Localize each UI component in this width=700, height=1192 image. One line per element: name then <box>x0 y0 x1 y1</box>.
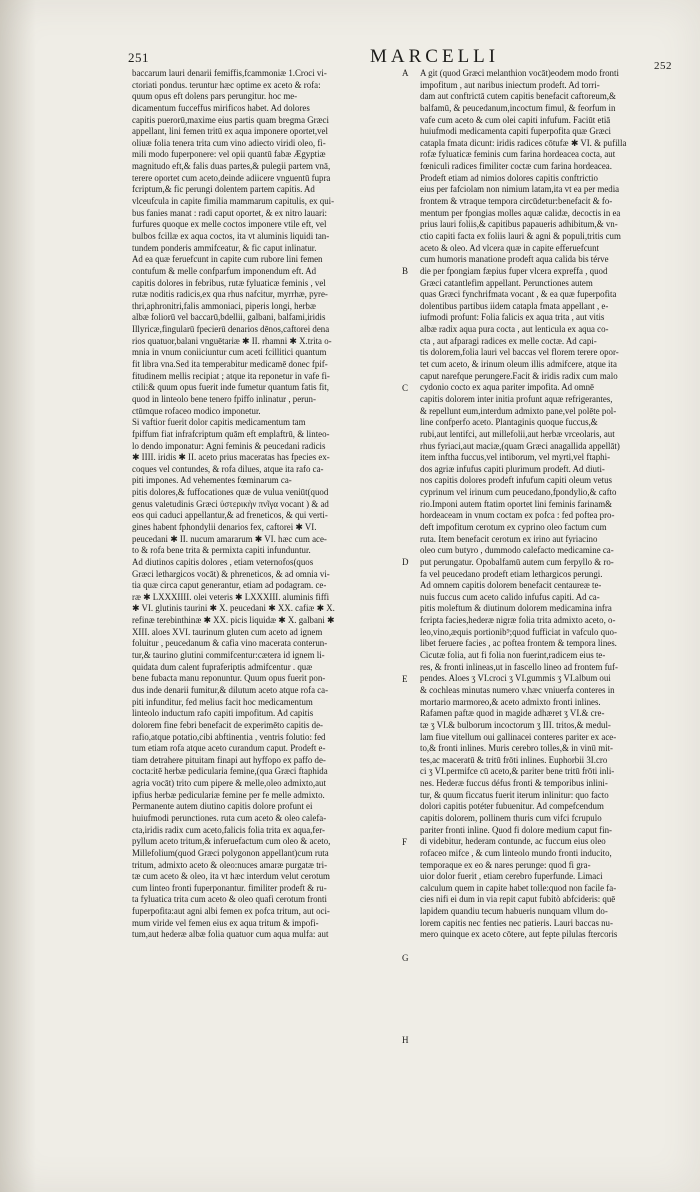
text-line: item inftha fuccus,vel intiborum, vel myrti,vel ftaphi- <box>420 452 611 463</box>
text-line: vlceufcula in capite fimilia mammarum capitulis, ex qui- <box>132 196 335 207</box>
text-line: tritum, admixto aceto & oleo:nuces amaræ purgatæ tri- <box>132 859 328 870</box>
text-line: dolorem fine febri benefacit de experimēto capitis de- <box>132 719 323 730</box>
text-line: ruta. Item benefacit cerotum ex irino aut fyriacino <box>420 533 598 544</box>
text-line: nos capitis dolores prodeft infufum capiti oleum vetus <box>420 475 613 486</box>
text-line: magnitudo eft,& falis duas partes,& pulegii partem vnā, <box>132 161 331 172</box>
text-line: cum linteo fronti fuperponantur. fimiliter prodeft & ru- <box>132 882 327 893</box>
text-line: quas Græci fynchrifmata vocant , & ea quæ fuperpofita <box>420 289 617 300</box>
text-line: tundem ponderis ammifceatur, & fic caput inlinatur. <box>132 242 317 253</box>
text-line: hordeaceam in vnum coctam ex pofca : fed poftea pro- <box>420 510 615 521</box>
margin-letter: A <box>402 68 409 78</box>
text-line: ctūmque rofaceo modico imponetur. <box>132 405 261 416</box>
text-line: linteolo inductum rafo capiti impofitum. Ad capitis <box>132 708 314 719</box>
text-line: mum viride vel femen eius ex aqua tritum & impofi- <box>132 917 319 928</box>
text-line: prius lauri foliis,& capitibus papaueris adhibitum,& vn- <box>420 219 618 230</box>
text-line: calculum quem in capite habet tolle:quod non facile fa- <box>420 882 617 893</box>
running-title: MARCELLI <box>370 46 500 67</box>
text-line: res, & fronti inlineas,ut in fascello lineo ad frontem fuf- <box>420 661 618 672</box>
text-line: peucedani ✱ II. nucum amararum ✱ VI. hæc cum ace- <box>132 533 327 544</box>
text-line: eius per fafciolam non nimium latam,ita vt ea per media <box>420 184 620 195</box>
margin-letter: H <box>402 1034 409 1045</box>
text-line: pitis dolores,& fuffocationes quæ de vulua veniūt(quod <box>132 487 329 498</box>
text-line: rofæ fyluaticæ feminis cum farina hordeacea cocta, aut <box>420 149 616 160</box>
text-line: bene fubacta manu reponuntur. Quum opus fuerit pon- <box>132 673 326 684</box>
text-column-left <box>132 68 402 941</box>
text-line: dolori capitis potéter fubuenitur. Ad compefcendum <box>420 801 604 812</box>
text-line: piti infunditur, fed melius facit hoc medicamentum <box>132 696 313 707</box>
text-line: fitudinem mellis recipiat ; atque ita reponetur in vafe fi- <box>132 370 330 381</box>
text-line: rubi,aut lentifci, aut millefolii,aut herbæ vrceolaris, aut <box>420 428 615 439</box>
text-line: baccarum lauri denarii femiffis,fcammoniæ 1.Croci vi- <box>132 68 327 78</box>
text-line: ta fyluatica trita cum aceto & oleo quafi cerotum fronti <box>132 894 327 905</box>
text-line: dolentibus partibus iidem catapla fmata appellant , e- <box>420 300 609 311</box>
text-line: tis dolorem,folia lauri vel baccas vel florem terere opor- <box>420 347 619 358</box>
text-line: rutæ noditis radicis,ex qua rhus nafcitur, myrrhæ, pyre- <box>132 289 328 300</box>
text-line: rhus fyriaci,aut maciæ,(quam Græci anagallida appellāt) <box>420 440 620 451</box>
text-line: & cochleas minutas numero v.hæc vniuerfa conteres in <box>420 684 615 695</box>
text-line: line confperfo aceto. Plantaginis quoque fuccus,& <box>420 417 598 428</box>
text-line: rofaceo mifce , & cum linteolo mundo fronti inducito, <box>420 847 612 858</box>
text-line: cyprinum vel irinum cum peucedano,fpondylio,& cafto <box>420 487 617 498</box>
text-line: cta,iridis radix cum aceto,falicis folia trita ex aqua,fer- <box>132 824 326 835</box>
text-line: ræ ✱ LXXXIIII. olei veteris ✱ LXXXIII. aluminis fiffi <box>132 591 330 602</box>
text-line: gines habent fphondylii denarios fex, caftorei ✱ VI. <box>132 521 317 532</box>
text-line: ctio capiti facta ex foliis lauri & agni & populi,tritis cum <box>420 230 621 241</box>
text-line: Ad ea quæ feruefcunt in capite cum rubore lini femen <box>132 254 323 265</box>
text-line: die per fpongiam fæpius fuper vlcera expreffa , quod <box>420 265 608 276</box>
text-line: tet cum aceto, & irinum oleum illis admifcere, atque ita <box>420 359 617 370</box>
text-line: iufmodi profunt: Folia falicis ex aqua trita , aut vitis <box>420 312 605 323</box>
text-line: huiufmodi medicamenta capiti fuperpofita quæ Græci <box>420 126 612 137</box>
text-line: quum opus eft dolens pars perungitur. hoc me- <box>132 91 298 102</box>
text-line: put perungatur. Opobalfamū autem cum ferpyllo & ro- <box>420 556 614 567</box>
text-line: di videbitur, hederam contunde, ac fuccum eius oleo <box>420 836 606 847</box>
text-line: mili modo fuperponere: vel opii quantū fabæ Ægyptiæ <box>132 149 326 160</box>
text-line: tiam detrahere pituitam finapi aut hyffopo ex paffo de- <box>132 754 326 765</box>
text-line: tur,& taurino glutini commifcentur:cætera id ignem li- <box>132 650 325 661</box>
text-line: genus valetudinis Græci ὑστερικὴν πνῖγα vocant ) & ad <box>132 498 329 509</box>
text-line: Permanente autem diutino capitis dolore profunt ei <box>132 801 313 812</box>
text-line: oliuæ folia tenera trita cum vino adiecto viridi oleo, fi- <box>132 137 326 148</box>
text-line: Ad diutinos capitis dolores , etiam veternofos(quos <box>132 556 314 567</box>
text-line: ci ʒ VI.permifce cū aceto,& pariter bene tritū frōti inli- <box>420 766 615 777</box>
text-line: deft impofitum cerotum ex cyprino oleo factum cum <box>420 521 607 532</box>
binding-shadow <box>0 0 36 1192</box>
text-line: pitis moleftum & diutinum dolorem medicamina infra <box>420 603 612 614</box>
text-line: terere oportet cum aceto,deinde adiicere vnguentū fupra <box>132 172 331 183</box>
text-line: mero quinque ex aceto cōtere, aut fepte pilulas ftercoris <box>420 929 618 940</box>
text-line: lam fiue vitellum oui gallinacei conteres pariter ex ace- <box>420 731 617 742</box>
text-line: nuis fuccus cum aceto calido infufus capiti. Ad ca- <box>420 591 600 602</box>
text-line: A git (quod Græci melanthion vocāt)eodem modo fronti <box>420 68 619 78</box>
text-line: frontem & vtraque tempora circūdetur:benefacit & fo- <box>420 196 613 207</box>
text-line: mentum per fpongias molles aquæ calidæ, decoctis in ea <box>420 207 621 218</box>
text-line: tum,aut hederæ albæ folia quatuor cum aqua mulfa: aut <box>132 929 329 940</box>
text-line: fpiffum fiat infrafcriptum quām eft emplaftrū, & linteo- <box>132 428 330 439</box>
text-line: capitis dolorem, pollinem thuris cum vifci fcrupulo <box>420 813 602 823</box>
text-line: balfamū, & peucedanum,incoctum fimul, & feorfum in <box>420 102 616 113</box>
text-line: cta , aut afparagi radices ex melle coctæ. Ad capi- <box>420 335 597 346</box>
text-line: albæ radix aqua pura cocta , aut lenticula ex aqua co- <box>420 324 609 335</box>
text-line: pyllum aceto tritum,& inferuefactum cum oleo & aceto, <box>132 836 331 847</box>
margin-letter: E <box>402 673 408 684</box>
text-line: rios quatuor,balani vnguētariæ ✱ II. rhamni ✱ X.trita o- <box>132 335 332 346</box>
text-line: albæ foliorū vel baccarū,bdellii, galbani, balfami,iridis <box>132 312 326 323</box>
margin-letter: D <box>402 557 409 568</box>
text-line: tia quæ circa caput generantur, etiam ad podagram. ce- <box>132 580 327 591</box>
page-number-right: 252 <box>654 60 672 72</box>
margin-letter: B <box>402 266 409 277</box>
text-line: XIII. aloes XVI. taurinum gluten cum aceto ad ignem <box>132 626 323 637</box>
text-line: fcripta facies,hederæ nigræ folia trita admixto aceto, o- <box>420 615 616 626</box>
text-line: ipfius herbæ pediculariæ femine per fe melle admixto. <box>132 789 325 800</box>
text-line: agria vocāt) trito cum pipere & melle,oleo admixto,aut <box>132 778 326 789</box>
text-line: dam aut conftrictā cutem capitis benefacit caftoreum,& <box>420 91 616 102</box>
text-line: mnia in vnum coniiciuntur cum aceti fcillitici quantum <box>132 347 327 358</box>
text-line: pendes. Aloes ʒ VI.croci ʒ VI.gummis ʒ VI.album oui <box>420 673 611 684</box>
text-line: lorem capitis nec fenties nec patieris. Lauri baccas nu- <box>420 917 613 928</box>
page-number-left: 251 <box>128 50 149 65</box>
text-line: to & rofa bene trita & permixta capiti infunduntur. <box>132 545 311 556</box>
text-line: tum etiam rofa atque aceto curandum caput. Prodeft e- <box>132 743 326 754</box>
text-line: rio.Imponi autem ftatim oportet lini feminis farinam& <box>420 498 612 509</box>
text-line: capitis dolores in febribus, rutæ fyluaticæ feminis , vel <box>132 277 326 288</box>
text-line: Græci lethargicos vocāt) & phreneticos, & ad omnia vi- <box>132 568 330 579</box>
text-line: bulbos fcillæ ex aqua coctos, ita vt aluminis liquidi tan- <box>132 230 330 241</box>
text-line: Græci catantlefim appellant. Perunctiones autem <box>420 277 593 288</box>
text-line: & repellunt eum,interdum admixto pane,vel polēte pol- <box>420 405 617 416</box>
text-line: Millefolium(quod Græci polygonon appellant)cum ruta <box>132 847 329 858</box>
text-line: capitis dolorem inter initia profunt aquæ refrigerantes, <box>420 393 613 404</box>
text-line: piti impones. Ad vehementes fœminarum ca- <box>132 475 292 486</box>
text-line: rafio,atque potatio,cibi abftinentia , ventris folutio: fed <box>132 731 326 742</box>
text-line: foluitur , peucedanum & cafia vino macerata conterun- <box>132 638 328 649</box>
text-line: libet feruere facies , ac poftea frontem & tempora lines. <box>420 638 617 649</box>
text-line: lapidem quandiu tecum habueris nunquam vllum do- <box>420 906 608 917</box>
text-line: cum humoris manatione prodeft aqua calida bis térve <box>420 254 609 265</box>
text-line: thri,aphronitri,falis ammoniaci, piperis longi, herbæ <box>132 300 316 311</box>
text-line: tes,ac maceratū & tritū frōti inlines. Euphorbii 3I.cro <box>420 754 608 765</box>
text-line: to,& fronti inlines. Muris cerebro tolles,& in vinū mit- <box>420 743 614 754</box>
text-line: dicamentum fucceffus mirificos habet. Ad dolores <box>132 102 310 113</box>
text-line: furfures quoque ex melle coctos imponere vtile eft, vel <box>132 219 327 230</box>
text-line: Illyricæ,fingularū fpecierū denarios dēnos,caftorei dena <box>132 324 330 335</box>
text-line: lo dendo imponatur: Agni feminis & peucedani radicis <box>132 440 326 451</box>
text-line: cocta:itē herbæ pedicularia femine,(qua Græci ftaphida <box>132 766 328 777</box>
text-line: bus fanies manat : radi caput oportet, & ex nitro lauari: <box>132 207 327 218</box>
text-line: Prodeft etiam ad nimios dolores capitis conftrictio <box>420 172 598 183</box>
text-line: aceto & oleo. Ad vlcera quæ in capite efferuefcunt <box>420 242 599 253</box>
text-column-right <box>420 68 688 941</box>
margin-letter: F <box>402 836 408 847</box>
text-line: fit libra vna.Sed ita temperabitur medicamē donec fpif- <box>132 359 328 370</box>
text-line: ✱ VI. glutinis taurini ✱ X. peucedani ✱ XX. cafiæ ✱ X. <box>132 603 335 614</box>
text-line: cydonio cocto ex aqua pariter impofita. Ad omnē <box>420 382 594 393</box>
text-line: vafe cum aceto & cum olei capiti infufum. Faciūt etiā <box>420 114 611 125</box>
text-line: caput narefque perungere.Facit & iridis radix cum malo <box>420 370 618 381</box>
text-line: cies nifi ei dum in via repit caput fubitò abfcideris: quē <box>420 894 616 905</box>
text-line: ctoriati pondus. teruntur hæc optime ex aceto & rofa: <box>132 79 321 90</box>
text-line: contufum & melle confparfum imponendum eft. Ad <box>132 265 317 276</box>
text-line: catapla fmata dicunt: iridis radices cōtufæ ✱ VI. & pufilla <box>420 137 627 148</box>
text-line: fcriptum,& fic perungi dolentem partem capitis. Ad <box>132 184 315 195</box>
text-line: dos agriæ infufus capiti plurimum prodeft. Ad diuti- <box>420 463 605 474</box>
text-line: fuperpofita:aut agni albi femen ex pofca tritum, aut oci- <box>132 906 330 917</box>
margin-letter: C <box>402 382 409 393</box>
text-line: Ad omnem capitis dolorem benefacit centaureæ te- <box>420 580 602 591</box>
text-line: oleo cum butyro , dummodo calefacto medicamine ca- <box>420 545 614 556</box>
text-line: huiufmodi perunctiones. ruta cum aceto & oleo calefa- <box>132 813 327 823</box>
margin-letter: G <box>402 953 409 964</box>
text-line: quidata dum calent fupraferiptis admifcentur . quæ <box>132 661 313 672</box>
text-line: Si vaftior fuerit dolor capitis medicamentum tam <box>132 417 306 428</box>
text-line: pariter fronti inline. Quod fi dolore medium caput fin- <box>420 824 612 835</box>
text-line: ctili:& quum opus fuerit inde fumetur quantum fatis fit, <box>132 382 329 393</box>
text-line: capitis puerorū,maxime eius partis quam bregma Græci <box>132 114 329 125</box>
text-line: eos qui caduci appellantur,& ad freneticos, & qui verti- <box>132 510 328 521</box>
text-line: temporaque ex eo & nares perunge: quod fi gra- <box>420 859 591 870</box>
text-line: Rafamen paftæ quod in magide adhæret ʒ VI.& cre- <box>420 708 605 719</box>
text-line: appellant, lini femen tritū ex aqua imponere oportet,vel <box>132 126 328 137</box>
text-line: impofitum , aut naribus iniectum prodeft. Ad torri- <box>420 79 600 90</box>
text-line: tæ cum aceto & oleo, ita vt hæc interdum velut cerotum <box>132 871 330 882</box>
text-line: mortario marmoreo,& aceto admixto fronti inlines. <box>420 696 601 707</box>
text-line: leo,vino,æquis portionib⁹;quod fufficiat in vafculo quo- <box>420 626 617 637</box>
text-line: tur, & quum ficcatus fuerit iterum inlinitur: quo facto <box>420 789 609 800</box>
text-line: uior dolor fuerit , etiam cerebro fuperfunde. Limaci <box>420 871 603 882</box>
text-line: refinæ terebinthinæ ✱ XX. picis liquidæ ✱ X. galbani ✱ <box>132 615 335 626</box>
text-line: ✱ IIII. iridis ✱ II. aceto prius maceratas has fpecies ex- <box>132 452 330 463</box>
text-line: quod in linteolo bene tenero fpiffo inlinatur , perun- <box>132 393 316 404</box>
text-line: fa vel peucedano prodeft etiam lethargicos perungi. <box>420 568 603 579</box>
text-line: coques vel contundes, & rofa dilues, atque ita rafo ca- <box>132 463 324 474</box>
text-line: nes. Hederæ fuccus défus fronti & temporibus inlini- <box>420 778 608 789</box>
text-line: dus inde denarii fumitur,& dilutum aceto atque rofa ca- <box>132 684 329 695</box>
text-line: Cicutæ folia, aut fi folia non fuerint,radicem eius te- <box>420 650 606 661</box>
text-line: fœniculi radices fimiliter coctæ cum farina hordeacea. <box>420 161 612 172</box>
page-header <box>0 46 700 72</box>
text-line: tæ ʒ VI.& bulborum incoctorum ʒ III. tritos,& medul- <box>420 719 611 730</box>
